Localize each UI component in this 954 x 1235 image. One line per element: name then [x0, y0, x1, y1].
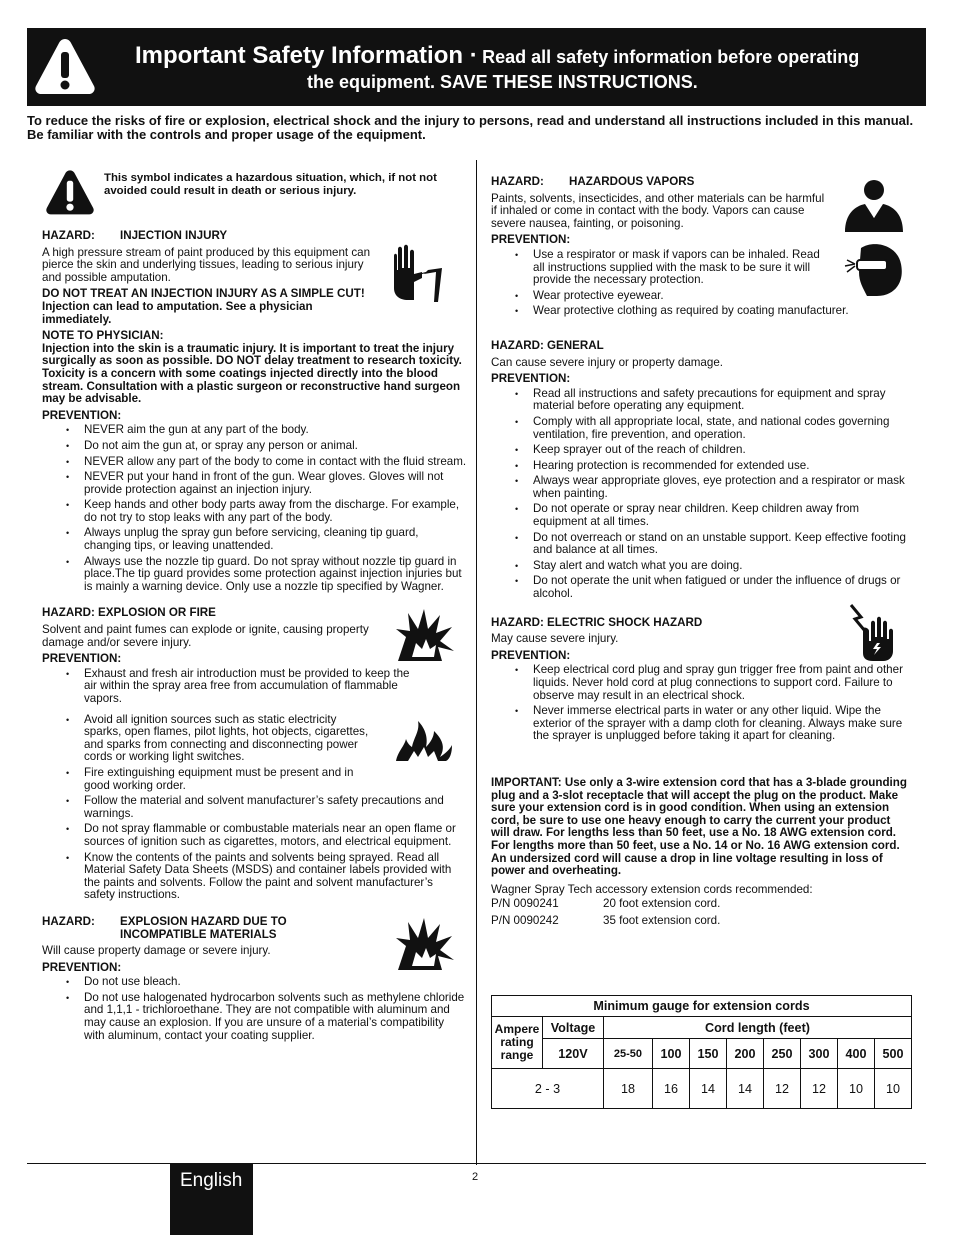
list-item: • Use a respirator or mask if vapors can be inhaled. Read all instructions supplied with the mask to be sure it will provide the necessary protection. — [533, 249, 823, 287]
accessory-desc: 20 foot extension cord. — [603, 897, 721, 911]
list-item: • Keep hands and other body parts away from the discharge. For example, do not try to stop leaks with any part of the body. — [84, 499, 467, 524]
prevention-heading: PREVENTION: — [42, 652, 122, 666]
table-gauge-cell: 12 — [763, 1069, 800, 1109]
list-item: • Comply with all appropriate local, state, and national codes governing ventilation, fire prevention, and operation. — [533, 416, 911, 441]
hazard-label: HAZARD: — [42, 914, 95, 928]
accessory-pn: P/N 0090241 — [491, 897, 559, 911]
hazard-desc: May cause severe injury. — [491, 632, 619, 646]
note-text: Injection into the skin is a traumatic injury. It is important to treat the injury surgically as soon as possible. DO NOT delay treatment to research toxicity. Toxicity is a concern with some coatings injected directly into the blood stream. Consultation with a plastic surgeon or reconstructive hand surgeon may be advisable. — [42, 341, 462, 406]
hazard-explosion — [42, 607, 467, 901]
list-item: • Do not use halogenated hydrocarbon solvents such as methylene chloride and 1,1,1 - trichloroethane. They are not compatible with aluminum and may cause an explosion. If you are unsure of a material’s compatibility with aluminum, contact your coating supplier. — [84, 992, 467, 1042]
header-subtitle-1: Read all safety information before operating — [482, 47, 860, 67]
table-length-cell: 200 — [726, 1039, 763, 1069]
table-gauge-cell: 10 — [837, 1069, 874, 1109]
hazard-desc: A high pressure stream of paint produced by this equipment can pierce the skin and underlying tissues, leading to serious injury and possible amputation. — [42, 245, 371, 284]
list-item: • Follow the material and solvent manufacturer’s safety precautions and warnings. — [84, 795, 467, 820]
hazard-desc: Will cause property damage or severe injury. — [42, 944, 271, 958]
hazard-incompatible — [42, 916, 467, 1042]
header-banner — [27, 28, 926, 106]
table-title: Minimum gauge for extension cords — [492, 996, 912, 1017]
accessory-row — [491, 898, 911, 911]
list-item: • Always unplug the spray gun before servicing, cleaning tip guard, changing tips, or leaving unattended. — [84, 527, 467, 552]
prevention-list — [42, 424, 467, 593]
table-length-cell: 150 — [689, 1039, 726, 1069]
table-length-cell: 500 — [874, 1039, 911, 1069]
table-range-cell: 2 - 3 — [492, 1069, 604, 1109]
page-title: Important Safety Information · — [135, 42, 478, 69]
list-item: • Wear protective clothing as required by coating manufacturer. — [533, 305, 911, 318]
extension-cord-table — [491, 995, 912, 1109]
fire-icon — [394, 717, 454, 763]
table-length-cell: 400 — [837, 1039, 874, 1069]
prevention-heading: PREVENTION: — [491, 233, 571, 247]
list-item: • Exhaust and fresh air introduction must be provided to keep the air within the spray area free from accumulation of flammable vapors. — [84, 668, 424, 706]
hazard-heading: HAZARD: ELECTRIC SHOCK HAZARD — [491, 615, 703, 629]
prevention-heading: PREVENTION: — [42, 408, 122, 422]
important-note: IMPORTANT: Use only a 3-wire extension cord that has a 3-blade grounding plug and a 3-slot receptacle that will accept the plug on the product. Make sure your extension cord is in good condition. When using an extension cord, be sure to use one heavy enough to carry the current your product will draw. For lengths less than 50 feet, use a No. 18 AWG extension cord. For lengths more than 50 feet, use a No. 14 or No. 16 AWG extension cord. An undersized cord will cause a drop in line voltage resulting in loss of power and overheating. — [491, 775, 907, 878]
list-item: • Always wear appropriate gloves, eye protection and a respirator or mask when painting. — [533, 475, 911, 500]
list-item: • Read all instructions and safety precautions for equipment and spray material before operating any equipment. — [533, 388, 911, 413]
list-item: • Do not aim the gun at, or spray any person or animal. — [84, 440, 467, 453]
prevention-heading: PREVENTION: — [491, 372, 571, 386]
explosion-icon — [394, 916, 456, 972]
prevention-heading: PREVENTION: — [42, 960, 122, 974]
prevention-list — [42, 976, 467, 1042]
hazard-warning: DO NOT TREAT AN INJECTION INJURY AS A SIMPLE CUT! Injection can lead to amputation. See a physician immediately. — [42, 287, 365, 326]
list-item: • Wear protective eyewear. — [533, 290, 911, 303]
table-gauge-cell: 16 — [652, 1069, 689, 1109]
hazard-general — [491, 340, 911, 601]
list-item: • NEVER aim the gun at any part of the body. — [84, 424, 467, 437]
list-item: • Keep sprayer out of the reach of children. — [533, 444, 911, 457]
table-gauge-cell: 12 — [800, 1069, 837, 1109]
hazard-name: INJECTION INJURY — [120, 229, 228, 242]
accessory-desc: 35 foot extension cord. — [603, 913, 721, 927]
table-header-voltage: Voltage — [543, 1017, 604, 1039]
hazard-vapors — [491, 168, 911, 318]
footer-rule — [27, 1163, 926, 1164]
list-item: • Keep electrical cord plug and spray gun trigger free from paint and other liquids. Never hold cord at plug connections to support cord. Failure to observe may result in an electrical shock. — [533, 664, 911, 702]
table-length-cell: 250 — [763, 1039, 800, 1069]
list-item: • Always use the nozzle tip guard. Do not spray without nozzle tip guard in place.The tip guard provides some protection against injection injuries but is mainly a warning device. Only use a nozzle tip specified by Wagner. — [84, 556, 467, 594]
list-item: • Do not spray flammable or combustable materials near an open flame or sources of ignition such as cigarettes, motors, and electrical equipment. — [84, 823, 467, 848]
hazard-name: EXPLOSION HAZARD DUE TO — [120, 914, 287, 928]
goggles-head-icon — [843, 242, 905, 296]
hazard-injection — [42, 230, 467, 593]
right-column — [491, 168, 911, 928]
table-gauge-cell: 14 — [689, 1069, 726, 1109]
list-item: • Avoid all ignition sources such as static electricity sparks, open flames, pilot lights, hot objects, cigarettes, and sparks from connecting and disconnecting power cords or working light switches. — [84, 714, 374, 764]
list-item: • Know the contents of the paints and solvents being sprayed. Read all Material Safety Data Sheets (MSDS) and container labels provided with the paints and solvents. Follow the paint and solvent manufacturer’s safety instructions. — [84, 852, 467, 902]
list-item: • Hearing protection is recommended for extended use. — [533, 460, 911, 473]
hazard-label: HAZARD: — [42, 229, 95, 242]
list-item: • Do not use bleach. — [84, 976, 467, 989]
list-item: • Do not operate or spray near children. Keep children away from equipment at all times. — [533, 503, 911, 528]
hazard-desc: Solvent and paint fumes can explode or ignite, causing property damage and/or severe injury. — [42, 623, 369, 649]
table-gauge-cell: 18 — [604, 1069, 653, 1109]
language-tab — [170, 1164, 253, 1235]
left-column — [42, 168, 467, 1046]
header-title-line — [135, 42, 859, 70]
prevention-list — [491, 388, 911, 601]
header-subtitle-2: the equipment. SAVE THESE INSTRUCTIONS. — [307, 72, 698, 92]
list-item: • NEVER allow any part of the body to come in contact with the fluid stream. — [84, 456, 467, 469]
explosion-icon — [394, 607, 456, 663]
table-length-cell: 300 — [800, 1039, 837, 1069]
list-item: • Do not operate the unit when fatigued or under the influence of drugs or alcohol. — [533, 575, 911, 600]
page-number: 2 — [472, 1171, 479, 1183]
table-length-cell: 100 — [652, 1039, 689, 1069]
warning-triangle-icon — [33, 36, 97, 96]
list-item: • NEVER put your hand in front of the gun. Wear gloves. Gloves will not provide protection against an injection injury. — [84, 471, 467, 496]
table-length-cell: 25-50 — [604, 1039, 653, 1069]
hazard-desc: Paints, solvents, insecticides, and other materials can be harmful if inhaled or come in contact with the body. Vapors can cause severe nausea, fainting, or poisoning. — [491, 191, 825, 230]
hazard-electric — [491, 617, 911, 743]
warning-triangle-icon — [44, 168, 96, 216]
electric-shock-hand-icon — [847, 603, 897, 663]
table-gauge-cell: 14 — [726, 1069, 763, 1109]
column-divider — [476, 160, 477, 1165]
prevention-list — [491, 664, 911, 743]
table-header-ampere: Ampere rating range — [492, 1017, 543, 1069]
table-voltage-value: 120V — [543, 1039, 604, 1069]
hazard-heading — [42, 230, 467, 243]
symbol-note-text: This symbol indicates a hazardous situation, which, if not not avoided could result in death or serious injury. — [104, 172, 437, 197]
hazard-label: HAZARD: — [491, 175, 544, 188]
accessory-intro: Wagner Spray Tech accessory extension cords recommended: — [491, 882, 813, 896]
list-item: • Do not overreach or stand on an unstable support. Keep effective footing and balance at all times. — [533, 532, 911, 557]
person-inhaling-icon — [843, 178, 905, 234]
hand-injection-icon — [388, 242, 450, 304]
hazard-name: HAZARDOUS VAPORS — [569, 175, 695, 188]
prevention-list — [42, 668, 467, 902]
language-label: English — [180, 1170, 243, 1191]
hazard-name-2: INCOMPATIBLE MATERIALS — [120, 927, 277, 941]
list-item: • Stay alert and watch what you are doing. — [533, 560, 911, 573]
table-header-length: Cord length (feet) — [604, 1017, 912, 1039]
hazard-heading: HAZARD: GENERAL — [491, 338, 604, 352]
prevention-heading: PREVENTION: — [491, 648, 571, 662]
note-heading: NOTE TO PHYSICIAN: — [42, 329, 164, 343]
list-item: • Fire extinguishing equipment must be present and in good working order. — [84, 767, 374, 792]
list-item: • Never immerse electrical parts in water or any other liquid. Wipe the exterior of the sprayer with a damp cloth for cleaning. Always make sure the sprayer is unplugged before taking it apart for cleaning. — [533, 705, 911, 743]
hazard-desc: Can cause severe injury or property damage. — [491, 355, 723, 369]
accessory-row — [491, 915, 911, 928]
symbol-note — [42, 168, 467, 224]
accessory-pn: P/N 0090242 — [491, 913, 559, 927]
table-gauge-cell: 10 — [874, 1069, 911, 1109]
intro-text: To reduce the risks of fire or explosion, electrical shock and the injury to persons, read and understand all instructions included in this manual. Be familiar with the controls and proper usage of the equipment. — [27, 113, 914, 142]
hazard-heading: HAZARD: EXPLOSION OR FIRE — [42, 606, 216, 620]
